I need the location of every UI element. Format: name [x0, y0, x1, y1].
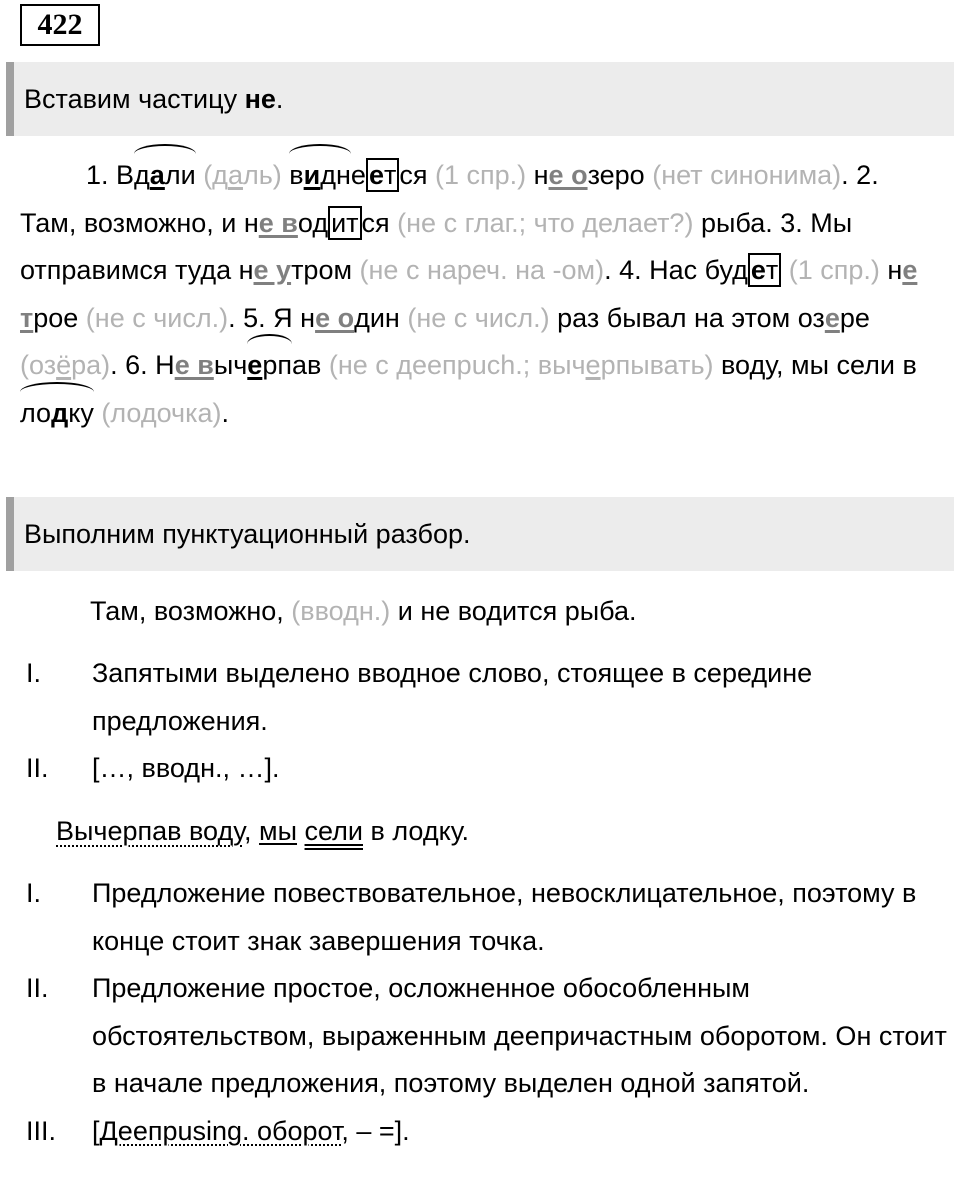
- analysis-list-1: [20, 650, 950, 793]
- example-sentence-1: Там, возможно, (вводн.) и не водится рыба.: [90, 596, 637, 626]
- task-number: 422: [20, 4, 100, 46]
- list-item: II. […, вводн., …].: [26, 753, 280, 783]
- list-item: II. Предложение простое, осложненное обособленным обстоятельством, выраженным деепричастным оборотом. Он стоит в начале предложения, поэтому выделен одной запятой.: [26, 973, 947, 1098]
- exercise-text: 1. Вдали (даль) видне ет ся (1 спр.) не озеро (нет синонима). 2. Там, возможно, и не вод ит ся (не с глаг.; что делает?) рыба. 3. Мы отправимся туда не утром (не с нареч. на -ом). 4. Нас буд ет (1 спр.) не трое (не с числ.). 5. Я не один (не с числ.) раз бывал на этом озере (озёра). 6. Не вычерпав (не с деепрuch.; вычерпывать) воду, мы сели в лодку (лодочка).: [20, 152, 940, 437]
- list-item: I. Запятыми выделено вводное слово, стоящее в середине предложения.: [26, 658, 813, 736]
- analysis-list-2: [20, 870, 950, 1155]
- section-header-punctuation: Выполним пунктуационный разбор.: [6, 497, 954, 571]
- example-sentence-2: Вычерпав воду, мы сели в лодку.: [56, 816, 469, 846]
- section-header-particle: Вставим частицу не.: [6, 62, 954, 136]
- list-item: I. Предложение повествовательное, невосклицательное, поэтому в конце стоит знак завершения точка.: [26, 878, 917, 956]
- list-item: III. [Деепрusing. оборот, – =].: [26, 1115, 410, 1146]
